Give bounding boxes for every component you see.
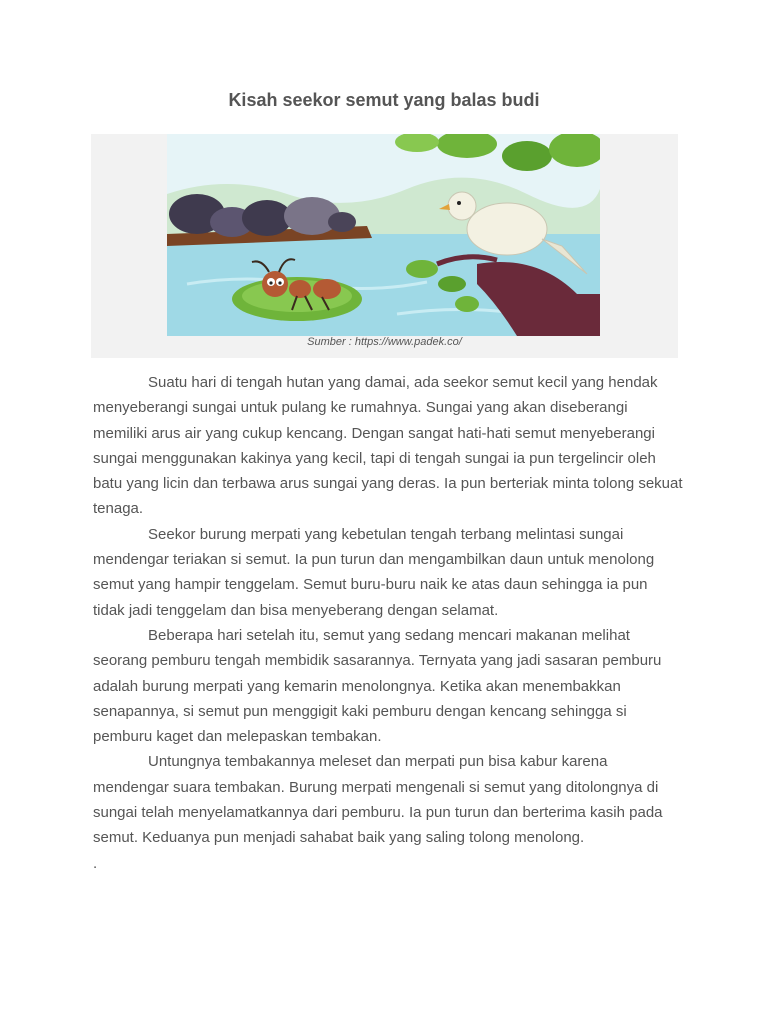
story-paragraph: Suatu hari di tengah hutan yang damai, ada seekor semut kecil yang hendak menyeberangi sungai untuk pulang ke rumahnya. Sungai yang akan diseberangi memiliki arus air yang cukup kencang. Dengan sangat hati-hati semut menyeberangi sungai menggunakan kakinya yang kecil, tapi di tengah sungai ia pun tergelincir oleh batu yang licin dan terbawa arus sungai yang deras. Ia pun berteriak minta tolong sekuat tenaga. <box>93 374 683 518</box>
rock <box>328 212 356 232</box>
dove-head <box>448 192 476 220</box>
ant-abdomen <box>313 279 341 299</box>
trailing-mark: . <box>93 854 98 872</box>
ant-head <box>262 271 288 297</box>
figure-caption: Sumber : https://www.padek.co/ <box>307 336 462 348</box>
dove-body <box>467 203 547 255</box>
dove-eye <box>457 201 461 205</box>
story-paragraph: Beberapa hari setelah itu, semut yang sedang mencari makanan melihat seorang pemburu tengah membidik sasarannya. Ternyata yang jadi sasaran pemburu adalah burung merpati yang kemarin menolongnya. Ketika akan menembakkan senapannya, si semut pun menggigit kaki pemburu dengan kencang sehingga si pemburu kaget dan melepaskan tembakan. <box>93 626 662 746</box>
leaf <box>455 296 479 312</box>
page-title: Kisah seekor semut yang balas budi <box>228 90 540 110</box>
ant-and-dove-illustration <box>167 134 600 336</box>
leaf <box>502 141 552 171</box>
story-paragraph: Seekor burung merpati yang kebetulan tengah terbang melintasi sungai mendengar teriakan si semut. Ia pun turun dan mengambilkan daun untuk menolong semut yang hampir tenggelam. Semut buru-buru naik ke atas daun sehingga ia pun tidak jadi tenggelam dan bisa menyeberang dengan selamat. <box>93 525 655 619</box>
leaf <box>438 276 466 292</box>
story-body <box>93 370 683 876</box>
ant-thorax <box>289 280 311 298</box>
ant-pupil <box>269 281 272 284</box>
figure <box>91 134 678 358</box>
leaf <box>406 260 438 278</box>
story-paragraph: Untungnya tembakannya meleset dan merpati pun bisa kabur karena mendengar suara tembakan. Burung merpati mengenali si semut yang ditolongnya di sungai telah menyelamatkannya dari pemburu. Ia pun turun dan berterima kasih pada semut. Keduanya pun menjadi sahabat baik yang saling tolong menolong. <box>93 753 663 847</box>
ant-pupil <box>278 281 281 284</box>
